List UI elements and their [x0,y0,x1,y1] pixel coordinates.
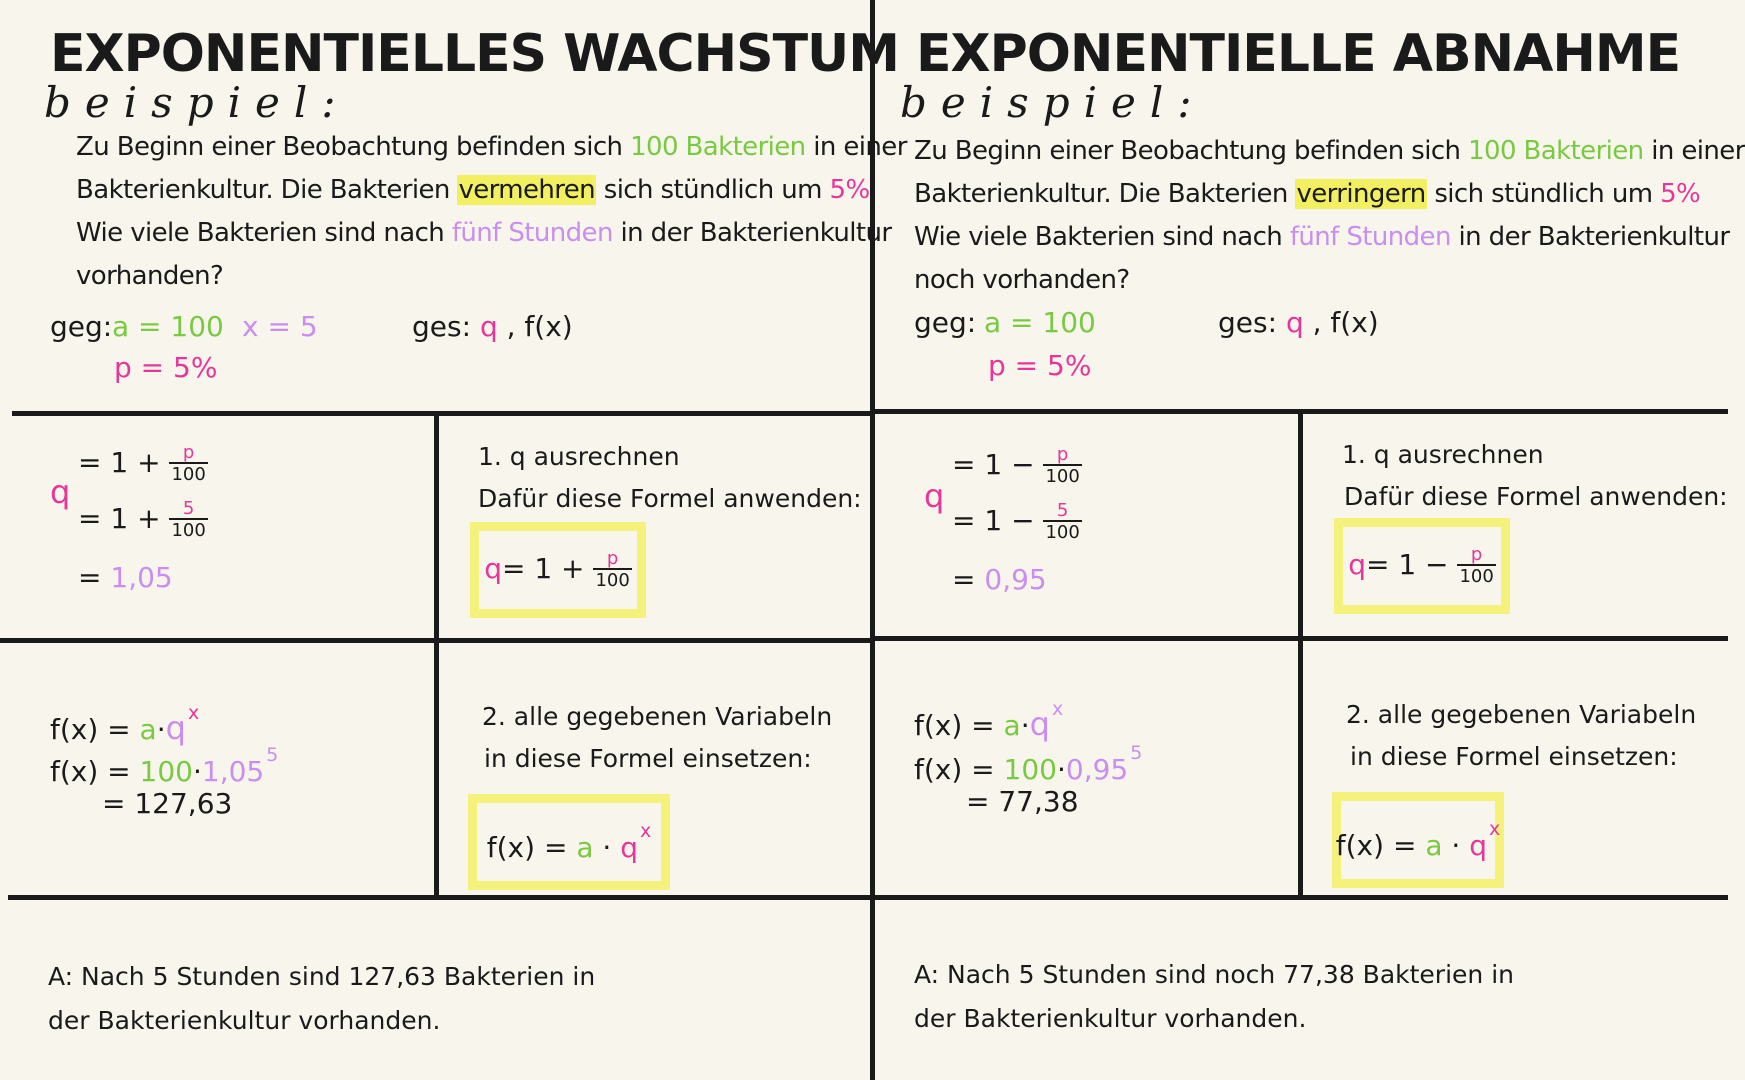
divider-top-left [12,411,870,416]
calc-f-line2: f(x) = 100·0,95 $^5$ [914,742,1143,786]
formula-box-q: q= 1 − $\frac{p}{100}$ [1334,518,1510,614]
step1-heading: 1. q ausrechnen [478,442,680,471]
calc-f-line1: f(x) = a·q $^x$ [914,698,1064,743]
given-p: p = 5% [988,349,1092,382]
step1-heading: 1. q ausrechnen [1342,440,1544,469]
given-p: p = 5% [114,351,218,384]
beispiel-heading: beispiel: [44,78,350,127]
beispiel-heading: beispiel: [900,78,1206,127]
calc-q-line2: = 1 + $\frac{5}{100}$ [78,498,206,541]
sought-label: ges: q , f(x) [412,310,573,343]
page-title-growth: EXPONENTIELLES WACHSTUM [50,24,900,84]
highlight-verringern: verringern [1296,179,1426,209]
formula-box-f: f(x) = a · q $^x$ [1332,792,1504,888]
step1-instruction: Dafür diese Formel anwenden: [1344,482,1728,511]
calc-f-line2: f(x) = 100·1,05 $^5$ [50,744,279,788]
step2-heading: 2. alle gegebenen Variabeln [482,702,833,731]
calc-q-result: = 0,95 [952,563,1047,596]
calc-f-line1: f(x) = a·q $^x$ [50,702,200,747]
calc-q-line1: = 1 + $\frac{p}{100}$ [78,442,206,485]
divider-vertical-right [1298,409,1303,897]
answer-line1: A: Nach 5 Stunden sind 127,63 Bakterien in [48,962,596,991]
step2-instruction: in diese Formel einsetzen: [484,744,812,773]
step1-instruction: Dafür diese Formel anwenden: [478,484,862,513]
given-x: x = 5 [242,310,318,343]
answer-line2: der Bakterienkultur vorhanden. [48,1006,441,1035]
calc-q-symbol: q [50,473,71,511]
calc-f-result: = 127,63 [102,787,233,820]
formula-box-f: f(x) = a · q $^x$ [468,794,670,890]
given-a: a = 100 [984,306,1096,339]
answer-line2: der Bakterienkultur vorhanden. [914,1004,1307,1033]
calc-q-line1: = 1 − $\frac{p}{100}$ [952,444,1080,487]
given-a: a = 100 [112,310,224,343]
divider-vertical-left [434,411,439,897]
task-text: Zu Beginn einer Beobachtung befinden sich 100 Bakterien in einer Bakterienkultur. Die Bakterien vermehren sich stündlich um 5% Wie viele Bakterien sind nach fünf Stunden in der Bakterienkultur vorhanden? [76,132,907,291]
calc-q-line2: = 1 − $\frac{5}{100}$ [952,500,1080,543]
sought-label: ges: q , f(x) [1218,306,1379,339]
calc-q-symbol: q [924,477,945,515]
highlight-vermehren: vermehren [458,175,596,205]
answer-line1: A: Nach 5 Stunden sind noch 77,38 Bakterien in [914,960,1514,989]
page-title-decay: EXPONENTIELLE ABNAHME [916,24,1681,84]
given-label: geg: [914,306,977,339]
given-label: geg: [50,310,113,343]
calc-q-result: = 1,05 [78,561,173,594]
formula-box-q: q= 1 + $\frac{p}{100}$ [470,522,646,618]
calc-f-result: = 77,38 [966,785,1079,818]
divider-bottom-left [8,895,870,900]
task-text: Zu Beginn einer Beobachtung befinden sich 100 Bakterien in einer Bakterienkultur. Die Bakterien verringern sich stündlich um 5% Wie viele Bakterien sind nach fünf Stunden in der Bakterienkultur noch vorhanden? [914,136,1745,295]
step2-instruction: in diese Formel einsetzen: [1350,742,1678,771]
step2-heading: 2. alle gegebenen Variabeln [1346,700,1697,729]
